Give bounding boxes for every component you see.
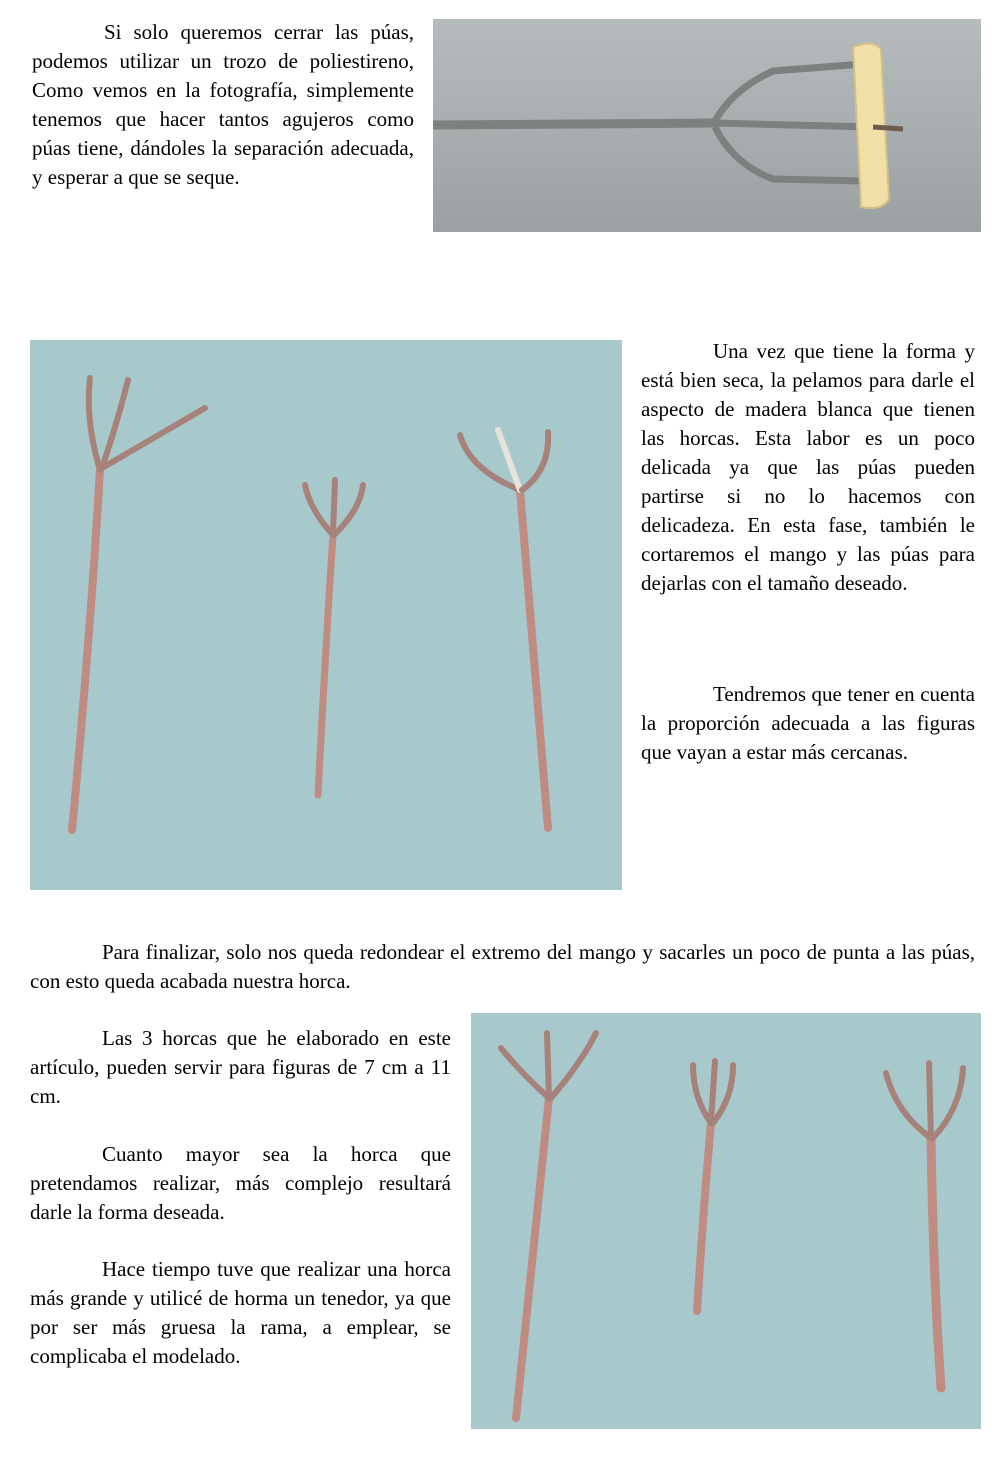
paragraph-peeling: Una vez que tiene la forma y está bien seca, la pelamos para darle el aspecto de madera blanca que tienen las horcas. Esta labor es un poco delicada ya que las púas pueden partirse si no lo hacemos con delicadeza. En esta fase, también le cortaremos el mango y las púas para dejarlas con el tamaño deseado. [641,339,975,595]
paragraph-sizes: Las 3 horcas que he elaborado en este artículo, pueden servir para figuras de 7 cm a 11 cm. [30,1026,451,1108]
paragraph-finishing: Para finalizar, solo nos queda redondear el extremo del mango y sacarles un poco de punta a las púas, con esto queda acabada nuestra horca. [30,940,975,993]
paragraph-proportion: Tendremos que tener en cuenta la proporción adecuada a las figuras que vayan a estar más cercanas. [641,682,975,764]
photo-three-finished-forks [471,1013,981,1429]
photo-fork-with-polystyrene [433,19,981,232]
paragraph-fork-mold: Hace tiempo tuve que realizar una horca más grande y utilicé de horma un tenedor, ya que por ser más gruesa la rama, a emplear, se complicaba el modelado. [30,1257,451,1368]
paragraph-polystyrene: Si solo queremos cerrar las púas, podemos utilizar un trozo de poliestireno, Como vemos en la fotografía, simplemente tenemos que hacer tantos agujeros como púas tiene, dándoles la separación adecuada, y esperar a que se seque. [32,20,414,189]
paragraph-complexity: Cuanto mayor sea la horca que pretendamos realizar, más complejo resultará darle la forma deseada. [30,1142,451,1224]
photo-three-peeled-forks [30,340,622,890]
